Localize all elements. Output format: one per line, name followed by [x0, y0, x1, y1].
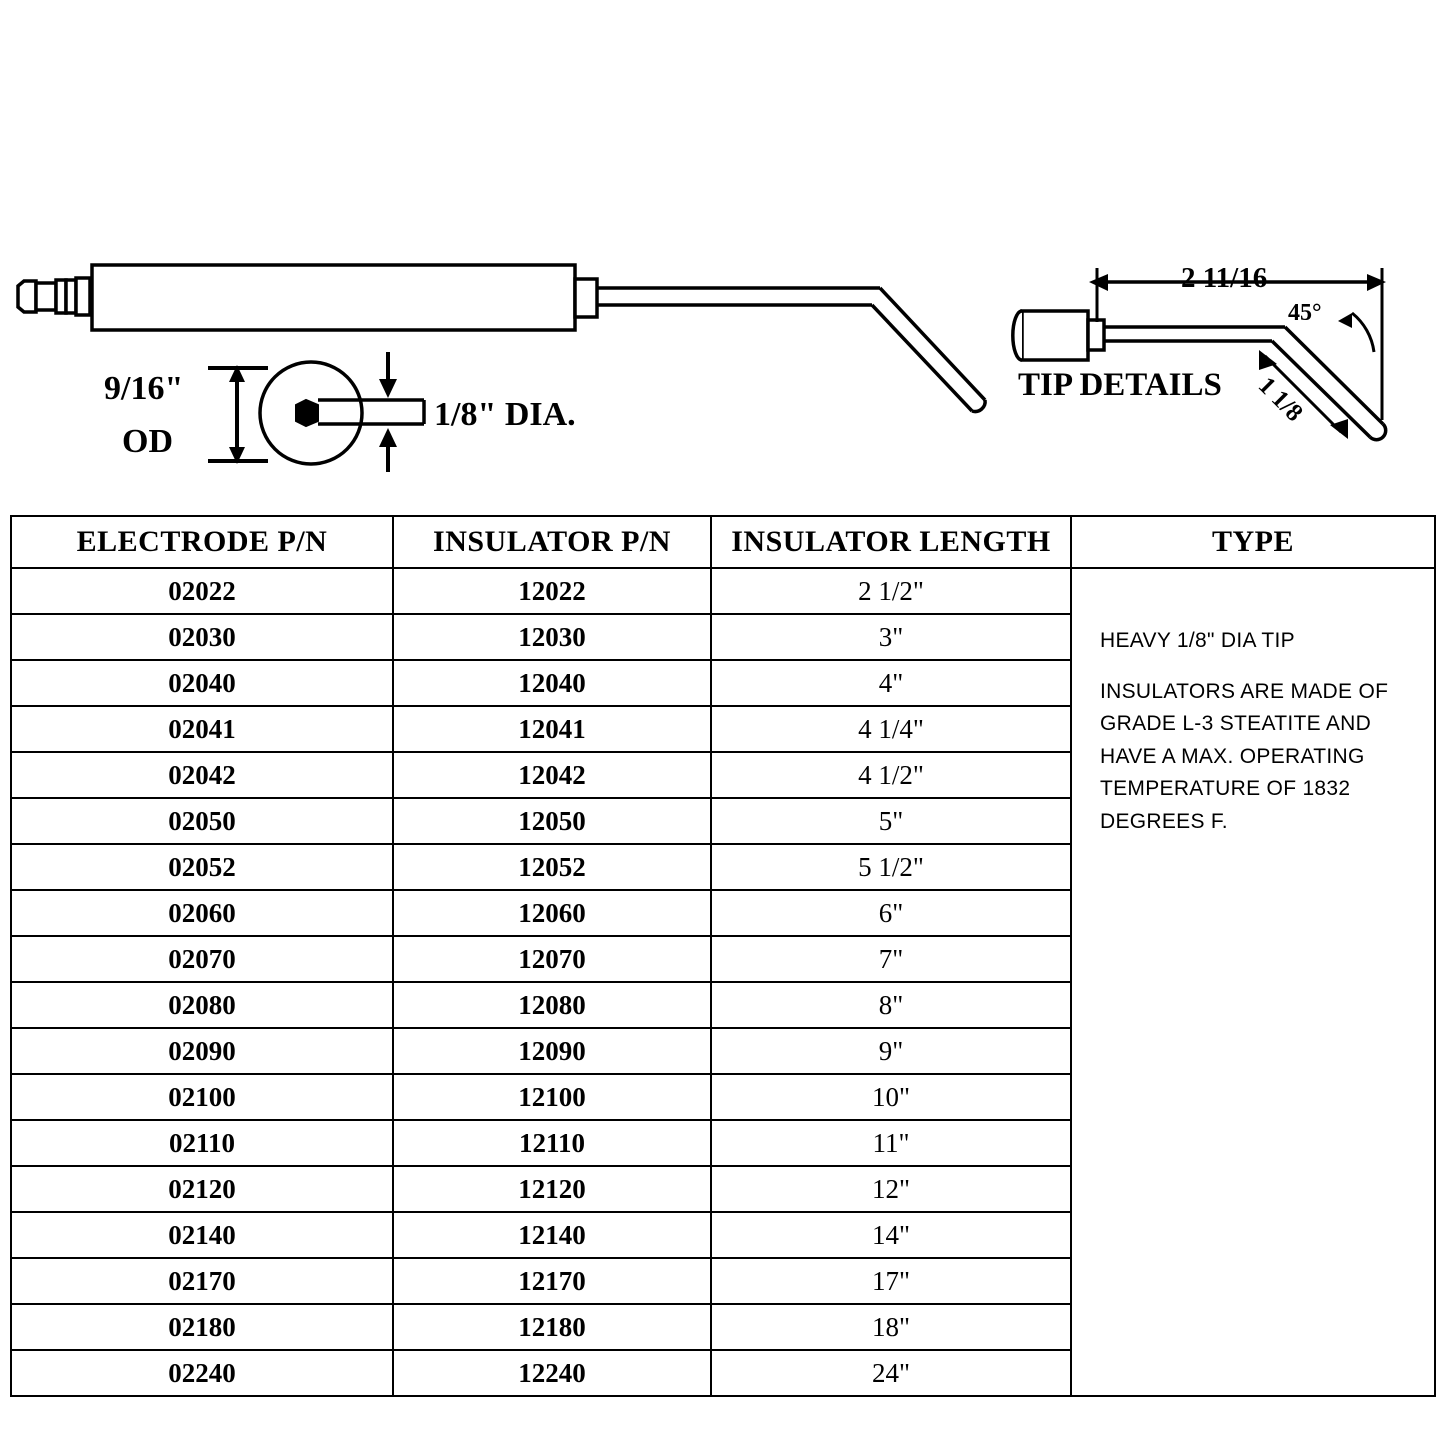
- dimension-tip-diameter: 1/8" DIA.: [434, 396, 576, 433]
- cell-insulator-pn: 12140: [393, 1212, 711, 1258]
- cell-insulator-pn: 12180: [393, 1304, 711, 1350]
- cell-type-notes: [1071, 568, 1435, 1396]
- cell-electrode-pn: 02180: [11, 1304, 393, 1350]
- cell-insulator-pn: 12100: [393, 1074, 711, 1120]
- cell-electrode-pn: 02100: [11, 1074, 393, 1120]
- cell-insulator-pn: 12042: [393, 752, 711, 798]
- cell-insulator-pn: 12030: [393, 614, 711, 660]
- cell-insulator-pn: 12240: [393, 1350, 711, 1396]
- cell-insulator-pn: 12022: [393, 568, 711, 614]
- cell-electrode-pn: 02120: [11, 1166, 393, 1212]
- cell-electrode-pn: 02060: [11, 890, 393, 936]
- cell-insulator-length: 7": [711, 936, 1071, 982]
- electrode-drawing: [0, 0, 1445, 510]
- cell-electrode-pn: 02070: [11, 936, 393, 982]
- cell-electrode-pn: 02042: [11, 752, 393, 798]
- cell-insulator-pn: 12060: [393, 890, 711, 936]
- cell-electrode-pn: 02080: [11, 982, 393, 1028]
- cell-electrode-pn: 02170: [11, 1258, 393, 1304]
- tip-details-title: TIP DETAILS: [1018, 367, 1222, 403]
- cell-insulator-pn: 12052: [393, 844, 711, 890]
- cell-electrode-pn: 02110: [11, 1120, 393, 1166]
- cell-insulator-pn: 12050: [393, 798, 711, 844]
- cell-insulator-pn: 12170: [393, 1258, 711, 1304]
- cell-insulator-length: 11": [711, 1120, 1071, 1166]
- table-row: [11, 568, 1435, 614]
- cell-insulator-length: 3": [711, 614, 1071, 660]
- cell-electrode-pn: 02140: [11, 1212, 393, 1258]
- cell-insulator-length: 9": [711, 1028, 1071, 1074]
- column-header-insulator-pn: INSULATOR P/N: [393, 516, 711, 568]
- cell-insulator-pn: 12090: [393, 1028, 711, 1074]
- cell-insulator-length: 17": [711, 1258, 1071, 1304]
- cell-insulator-length: 6": [711, 890, 1071, 936]
- dimension-overall-length: 2 11/16: [1181, 262, 1268, 294]
- cell-insulator-pn: 12110: [393, 1120, 711, 1166]
- cell-insulator-pn: 12080: [393, 982, 711, 1028]
- dimension-leg-length: 1 1/8: [1252, 372, 1308, 427]
- column-header-insulator-length: INSULATOR LENGTH: [711, 516, 1071, 568]
- cell-electrode-pn: 02041: [11, 706, 393, 752]
- cell-insulator-length: 24": [711, 1350, 1071, 1396]
- cell-insulator-length: 4 1/4": [711, 706, 1071, 752]
- column-header-electrode-pn: ELECTRODE P/N: [11, 516, 393, 568]
- cell-insulator-length: 18": [711, 1304, 1071, 1350]
- dimension-od-value: 9/16": [104, 370, 184, 407]
- cell-electrode-pn: 02030: [11, 614, 393, 660]
- cell-electrode-pn: 02240: [11, 1350, 393, 1396]
- cell-insulator-length: 4 1/2": [711, 752, 1071, 798]
- type-note-secondary: INSULATORS ARE MADE OF GRADE L-3 STEATITE AND HAVE A MAX. OPERATING TEMPERATURE OF 1832 DEGREES F.: [1100, 679, 1389, 833]
- cell-insulator-pn: 12070: [393, 936, 711, 982]
- cell-insulator-length: 8": [711, 982, 1071, 1028]
- cell-electrode-pn: 02022: [11, 568, 393, 614]
- cell-electrode-pn: 02040: [11, 660, 393, 706]
- cell-insulator-pn: 12120: [393, 1166, 711, 1212]
- cell-electrode-pn: 02090: [11, 1028, 393, 1074]
- cell-insulator-length: 14": [711, 1212, 1071, 1258]
- dimension-od-label: OD: [122, 423, 173, 460]
- type-note-spacer: [1100, 658, 1434, 676]
- cell-insulator-pn: 12041: [393, 706, 711, 752]
- cell-electrode-pn: 02052: [11, 844, 393, 890]
- cell-insulator-length: 2 1/2": [711, 568, 1071, 614]
- type-note-primary: HEAVY 1/8" DIA TIP: [1100, 629, 1295, 652]
- cell-insulator-length: 12": [711, 1166, 1071, 1212]
- cell-electrode-pn: 02050: [11, 798, 393, 844]
- cell-insulator-length: 4": [711, 660, 1071, 706]
- cell-insulator-length: 5 1/2": [711, 844, 1071, 890]
- cell-insulator-length: 10": [711, 1074, 1071, 1120]
- cell-insulator-pn: 12040: [393, 660, 711, 706]
- table-header-row: [11, 516, 1435, 568]
- column-header-type: TYPE: [1071, 516, 1435, 568]
- dimension-bend-angle: 45°: [1288, 300, 1322, 326]
- electrode-spec-table: [10, 515, 1436, 1397]
- cell-insulator-length: 5": [711, 798, 1071, 844]
